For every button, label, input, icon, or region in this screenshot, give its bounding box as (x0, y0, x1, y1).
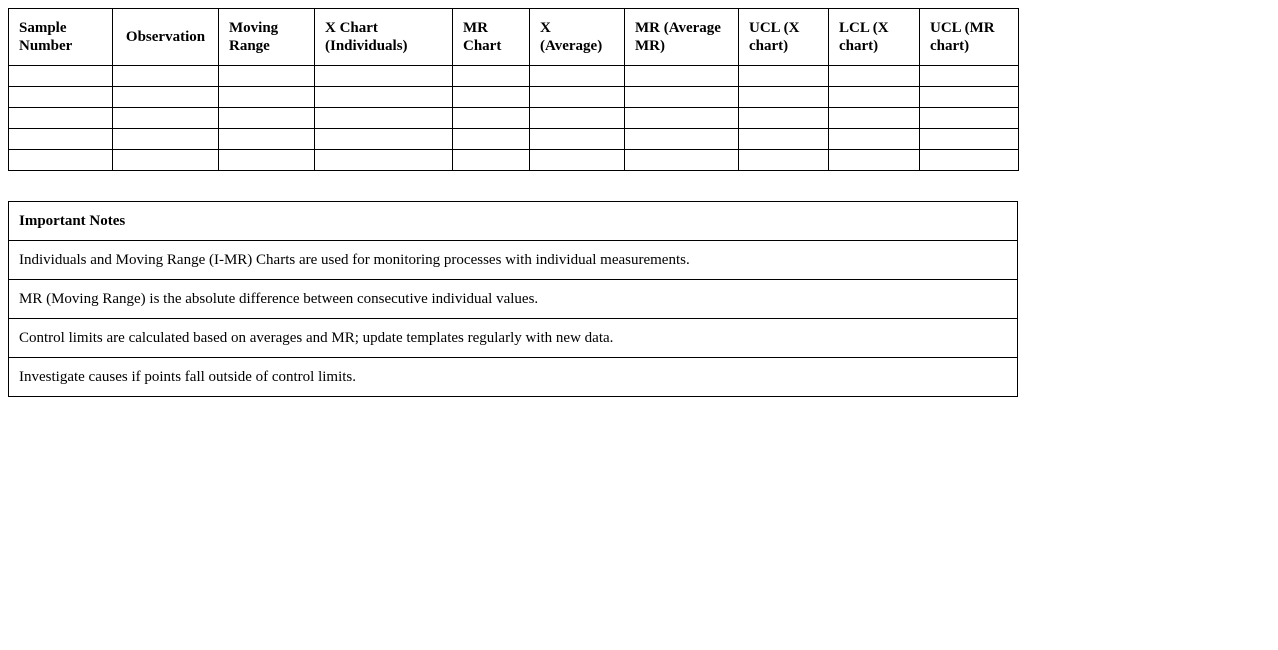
header-lcl-x-chart: LCL (X chart) (829, 9, 920, 66)
header-x-average: X (Average) (530, 9, 625, 66)
table-cell (113, 129, 219, 150)
table-cell (113, 87, 219, 108)
table-cell (453, 150, 530, 171)
table-cell (219, 129, 315, 150)
table-cell (829, 108, 920, 129)
table-cell (219, 150, 315, 171)
header-observation: Observation (113, 9, 219, 66)
table-row (9, 150, 1019, 171)
header-sample-number: Sample Number (9, 9, 113, 66)
table-cell (920, 66, 1019, 87)
table-cell (530, 150, 625, 171)
table-cell (530, 66, 625, 87)
table-cell (315, 108, 453, 129)
table-cell (920, 129, 1019, 150)
note-row (9, 241, 1018, 280)
table-cell (739, 87, 829, 108)
note-row (9, 280, 1018, 319)
table-cell (829, 150, 920, 171)
table-cell (219, 87, 315, 108)
table-cell (219, 66, 315, 87)
header-mr-average: MR (Average MR) (625, 9, 739, 66)
table-cell (453, 108, 530, 129)
table-row (9, 87, 1019, 108)
table-cell (920, 108, 1019, 129)
header-x-chart: X Chart (Individuals) (315, 9, 453, 66)
header-ucl-mr-chart: UCL (MR chart) (920, 9, 1019, 66)
table-cell (739, 150, 829, 171)
table-cell (530, 108, 625, 129)
header-ucl-x-chart: UCL (X chart) (739, 9, 829, 66)
table-cell (9, 129, 113, 150)
important-notes-table (8, 201, 1018, 397)
table-cell (453, 87, 530, 108)
table-cell (453, 66, 530, 87)
note-row (9, 358, 1018, 397)
table-cell (829, 66, 920, 87)
notes-title: Important Notes (9, 202, 1018, 241)
notes-heading-row (9, 202, 1018, 241)
table-cell (315, 129, 453, 150)
table-cell (453, 129, 530, 150)
table-cell (920, 150, 1019, 171)
table-cell (625, 108, 739, 129)
table-cell (113, 108, 219, 129)
table-cell (530, 129, 625, 150)
table-cell (739, 108, 829, 129)
table-cell (315, 87, 453, 108)
table-cell (9, 150, 113, 171)
table-cell (530, 87, 625, 108)
table-cell (9, 66, 113, 87)
table-cell (113, 66, 219, 87)
table-cell (625, 129, 739, 150)
table-cell (625, 66, 739, 87)
table-row (9, 129, 1019, 150)
table-cell (315, 150, 453, 171)
header-mr-chart: MR Chart (453, 9, 530, 66)
control-chart-table (8, 8, 1019, 171)
table-cell (9, 108, 113, 129)
table-cell (739, 129, 829, 150)
note-text: Investigate causes if points fall outside of control limits. (9, 358, 1018, 397)
header-moving-range: Moving Range (219, 9, 315, 66)
table-cell (9, 87, 113, 108)
note-row (9, 319, 1018, 358)
table-row (9, 66, 1019, 87)
note-text: Individuals and Moving Range (I-MR) Charts are used for monitoring processes with individual measurements. (9, 241, 1018, 280)
note-text: MR (Moving Range) is the absolute difference between consecutive individual values. (9, 280, 1018, 319)
table-cell (113, 150, 219, 171)
table-cell (315, 66, 453, 87)
table-cell (739, 66, 829, 87)
note-text: Control limits are calculated based on averages and MR; update templates regularly with new data. (9, 319, 1018, 358)
table-cell (829, 129, 920, 150)
table-cell (920, 87, 1019, 108)
table-row (9, 108, 1019, 129)
table-cell (829, 87, 920, 108)
table-cell (625, 87, 739, 108)
table-cell (219, 108, 315, 129)
table-cell (625, 150, 739, 171)
table-header-row (9, 9, 1019, 66)
